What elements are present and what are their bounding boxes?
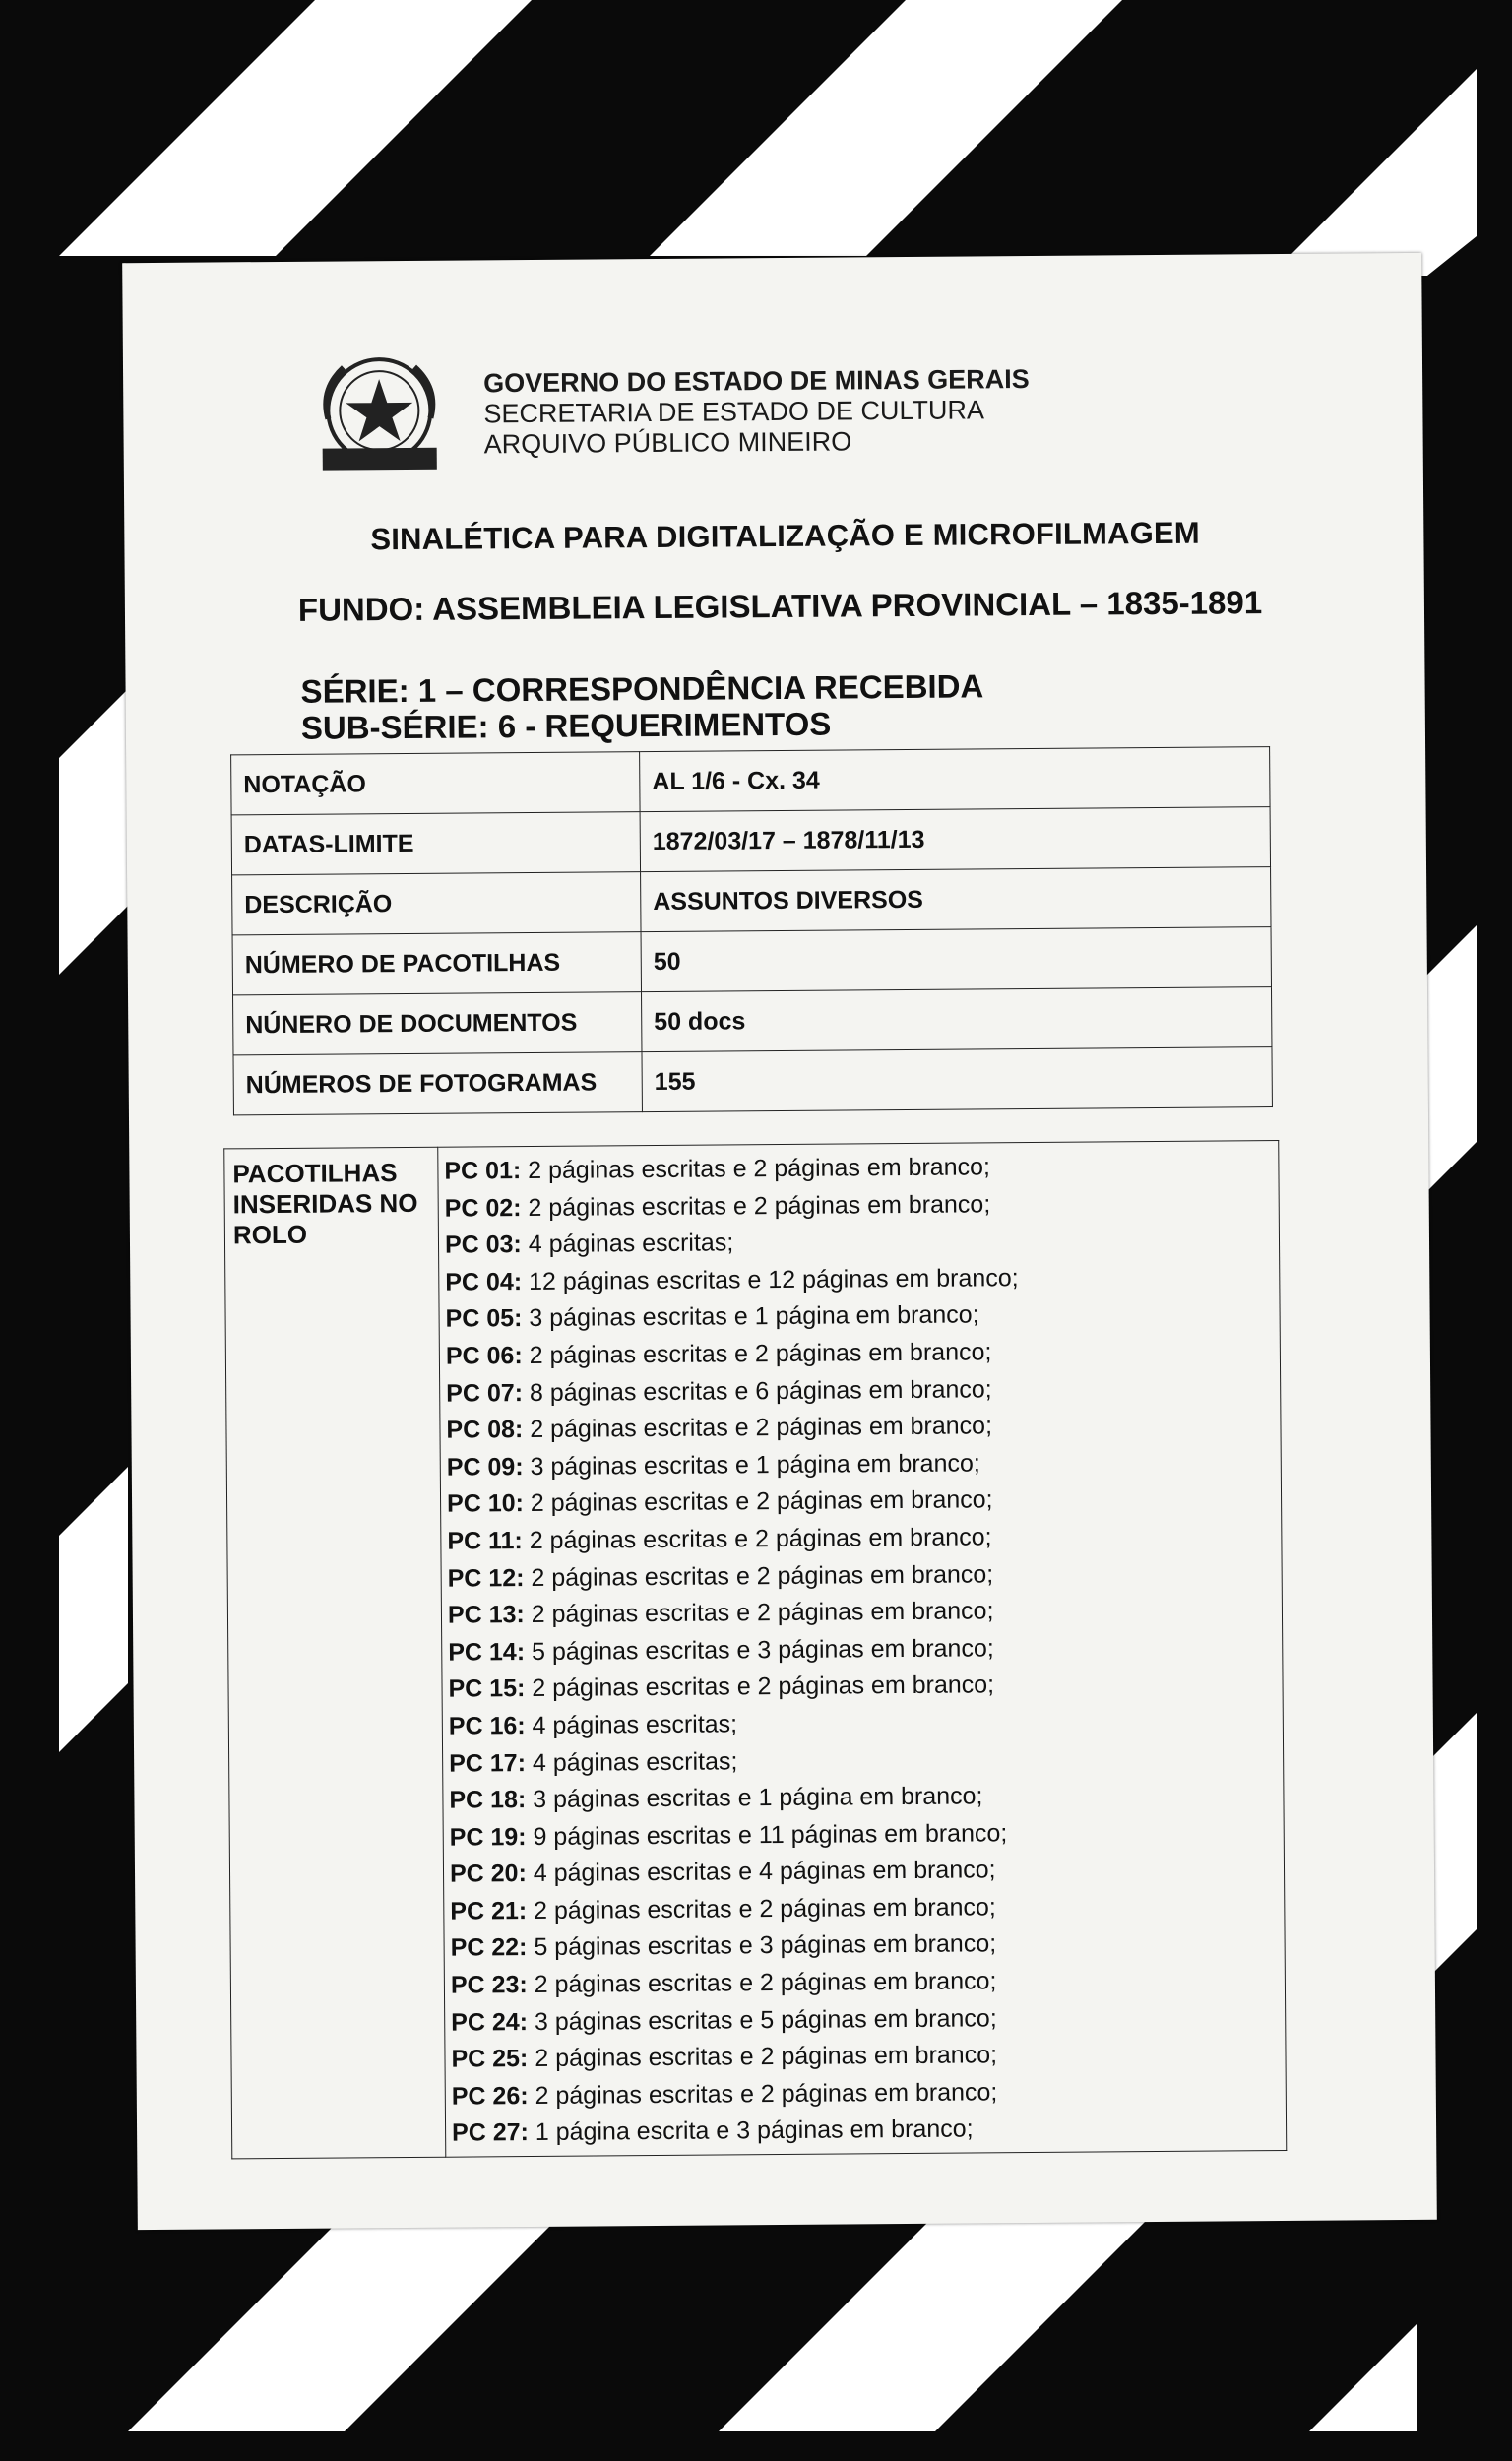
pacotilha-code: PC 16: (448, 1711, 526, 1740)
table-row (233, 1047, 1272, 1115)
list-item (448, 1628, 1276, 1672)
list-item (450, 1887, 1278, 1930)
pacotilha-description: 2 páginas escritas e 2 páginas em branco; (533, 1893, 996, 1925)
table-row (233, 987, 1272, 1055)
pacotilha-code: PC 14: (448, 1637, 526, 1667)
agency-archive: ARQUIVO PÚBLICO MINEIRO (483, 426, 852, 460)
letterhead (310, 350, 1030, 488)
pacotilha-description: 2 páginas escritas e 2 páginas em branco; (530, 1412, 993, 1444)
pacotilha-code: PC 15: (448, 1674, 526, 1703)
pacotilha-description: 3 páginas escritas e 1 página em branco; (529, 1300, 979, 1333)
pacotilha-description: 4 páginas escritas e 4 páginas em branco; (533, 1856, 996, 1888)
agency-block (483, 363, 1173, 460)
pacotilha-description: 4 páginas escritas; (532, 1746, 738, 1777)
pacotilha-description: 2 páginas escritas e 2 páginas em branco; (528, 1189, 991, 1222)
pacotilhas-label-cell (224, 1147, 446, 2159)
pacotilhas-label: PACOTILHAS INSERIDAS NO ROLO (232, 1158, 418, 1250)
pacotilha-description: 8 páginas escritas e 6 páginas em branco; (529, 1374, 992, 1407)
pacotilha-description: 2 páginas escritas e 2 páginas em branco; (529, 1523, 992, 1554)
info-value-notacao: AL 1/6 - Cx. 34 (640, 747, 1270, 812)
table-row (231, 807, 1270, 875)
pacotilha-code: PC 05: (445, 1304, 523, 1334)
list-item (451, 2035, 1279, 2078)
list-item (447, 1480, 1275, 1523)
pacotilha-code: PC 27: (451, 2118, 530, 2148)
pacotilha-description: 2 páginas escritas e 2 páginas em branco; (532, 1671, 995, 1703)
pacotilha-description: 12 páginas escritas e 12 páginas em branco; (528, 1263, 1019, 1295)
pacotilhas-list (438, 1141, 1287, 2158)
list-item (450, 1925, 1278, 1968)
pacotilha-description: 1 página escrita e 3 páginas em branco; (535, 2114, 974, 2147)
table-row (224, 1141, 1287, 2159)
pacotilha-code: PC 17: (449, 1748, 527, 1778)
pacotilha-description: 2 páginas escritas e 2 páginas em branco; (529, 1338, 992, 1369)
list-item (447, 1443, 1275, 1486)
subserie-heading: SUB-SÉRIE: 6 - REQUERIMENTOS (300, 705, 832, 746)
info-value-datas: 1872/03/17 – 1878/11/13 (640, 807, 1270, 872)
list-item (448, 1665, 1276, 1708)
pacotilha-code: PC 04: (445, 1267, 523, 1296)
list-item (450, 1813, 1278, 1857)
list-item (448, 1554, 1276, 1598)
list-item (445, 1184, 1273, 1228)
info-value-pacotilhas: 50 (641, 927, 1271, 992)
serie-heading: SÉRIE: 1 – CORRESPONDÊNCIA RECEBIDA (300, 667, 984, 710)
pacotilha-description: 2 páginas escritas e 2 páginas em branco; (530, 1485, 993, 1518)
info-label-descricao: DESCRIÇÃO (232, 872, 641, 935)
info-value-documentos: 50 docs (642, 987, 1272, 1052)
info-value-descricao: ASSUNTOS DIVERSOS (641, 867, 1271, 932)
pacotilha-description: 4 páginas escritas; (528, 1229, 734, 1259)
pacotilha-code: PC 10: (446, 1489, 525, 1519)
pacotilha-code: PC 25: (451, 2045, 529, 2073)
pacotilha-description: 2 páginas escritas e 2 páginas em branco; (535, 2041, 998, 2073)
table-row (231, 747, 1270, 815)
agency-secretariat: SECRETARIA DE ESTADO DE CULTURA (483, 395, 985, 429)
agency-government: GOVERNO DO ESTADO DE MINAS GERAIS (483, 363, 1030, 399)
list-item (451, 1961, 1279, 2004)
info-label-documentos: NÚNERO DE DOCUMENTOS (233, 992, 642, 1055)
pacotilha-code: PC 24: (451, 2007, 529, 2037)
pacotilha-description: 2 páginas escritas e 2 páginas em branco; (534, 1967, 997, 1999)
list-item (447, 1517, 1275, 1560)
pacotilha-code: PC 20: (449, 1860, 527, 1888)
document-title: SINALÉTICA PARA DIGITALIZAÇÃO E MICROFILMAGEM (370, 515, 1201, 557)
pacotilhas-table (223, 1140, 1287, 2159)
pacotilha-code: PC 21: (450, 1896, 528, 1925)
pacotilha-description: 3 páginas escritas e 1 página em branco; (530, 1449, 980, 1481)
info-label-notacao: NOTAÇÃO (231, 752, 640, 815)
list-item (445, 1221, 1273, 1264)
pacotilha-code: PC 11: (447, 1526, 523, 1555)
pacotilha-code: PC 06: (445, 1342, 523, 1370)
pacotilha-code: PC 13: (447, 1601, 525, 1629)
list-item (446, 1406, 1274, 1449)
list-item (449, 1739, 1277, 1783)
minas-gerais-seal-icon (310, 349, 449, 488)
list-item (452, 2072, 1280, 2115)
info-table (230, 746, 1273, 1115)
table-row (232, 867, 1271, 935)
pacotilha-description: 4 páginas escritas; (532, 1710, 738, 1739)
pacotilha-code: PC 07: (446, 1378, 524, 1408)
info-label-fotogramas: NÚMEROS DE FOTOGRAMAS (233, 1052, 642, 1115)
pacotilha-code: PC 08: (446, 1416, 524, 1444)
pacotilha-code: PC 18: (449, 1786, 527, 1814)
pacotilha-code: PC 23: (450, 1971, 528, 1999)
pacotilha-description: 2 páginas escritas e 2 páginas em branco; (531, 1597, 994, 1629)
list-item (446, 1332, 1274, 1375)
pacotilha-code: PC 09: (446, 1452, 524, 1482)
pacotilha-description: 9 páginas escritas e 11 páginas em branco; (533, 1818, 1008, 1851)
pacotilha-code: PC 12: (447, 1563, 525, 1593)
list-item (449, 1702, 1277, 1745)
pacotilha-code: PC 19: (449, 1822, 527, 1852)
pacotilha-description: 2 páginas escritas e 2 páginas em branco; (535, 2078, 998, 2110)
pacotilha-description: 3 páginas escritas e 5 páginas em branco; (534, 2003, 997, 2036)
info-label-datas: DATAS-LIMITE (231, 812, 640, 875)
fundo-heading: FUNDO: ASSEMBLEIA LEGISLATIVA PROVINCIAL – 1835-1891 (297, 584, 1263, 628)
list-item (444, 1147, 1272, 1190)
pacotilha-code: PC 02: (444, 1193, 522, 1223)
list-item (446, 1369, 1274, 1413)
document-sheet (122, 253, 1437, 2230)
list-item (449, 1776, 1277, 1819)
serie-block (300, 667, 983, 745)
list-item (452, 2109, 1280, 2152)
list-item (451, 1998, 1279, 2042)
info-label-pacotilhas: NÚMERO DE PACOTILHAS (232, 932, 641, 995)
pacotilha-description: 2 páginas escritas e 2 páginas em branco; (531, 1559, 994, 1592)
pacotilha-code: PC 26: (451, 2081, 529, 2111)
pacotilha-code: PC 01: (444, 1157, 522, 1185)
pacotilha-description: 5 páginas escritas e 3 páginas em branco; (534, 1929, 997, 1962)
list-item (445, 1258, 1273, 1301)
pacotilha-code: PC 22: (450, 1933, 528, 1963)
list-item (448, 1591, 1276, 1634)
info-value-fotogramas: 155 (642, 1047, 1272, 1112)
pacotilha-description: 3 páginas escritas e 1 página em branco; (533, 1782, 983, 1814)
pacotilha-description: 2 páginas escritas e 2 páginas em branco; (528, 1153, 991, 1185)
pacotilha-description: 5 páginas escritas e 3 páginas em branco; (531, 1634, 994, 1666)
list-item (450, 1850, 1278, 1893)
table-row (232, 927, 1271, 995)
list-item (445, 1294, 1273, 1338)
pacotilha-code: PC 03: (444, 1230, 522, 1259)
